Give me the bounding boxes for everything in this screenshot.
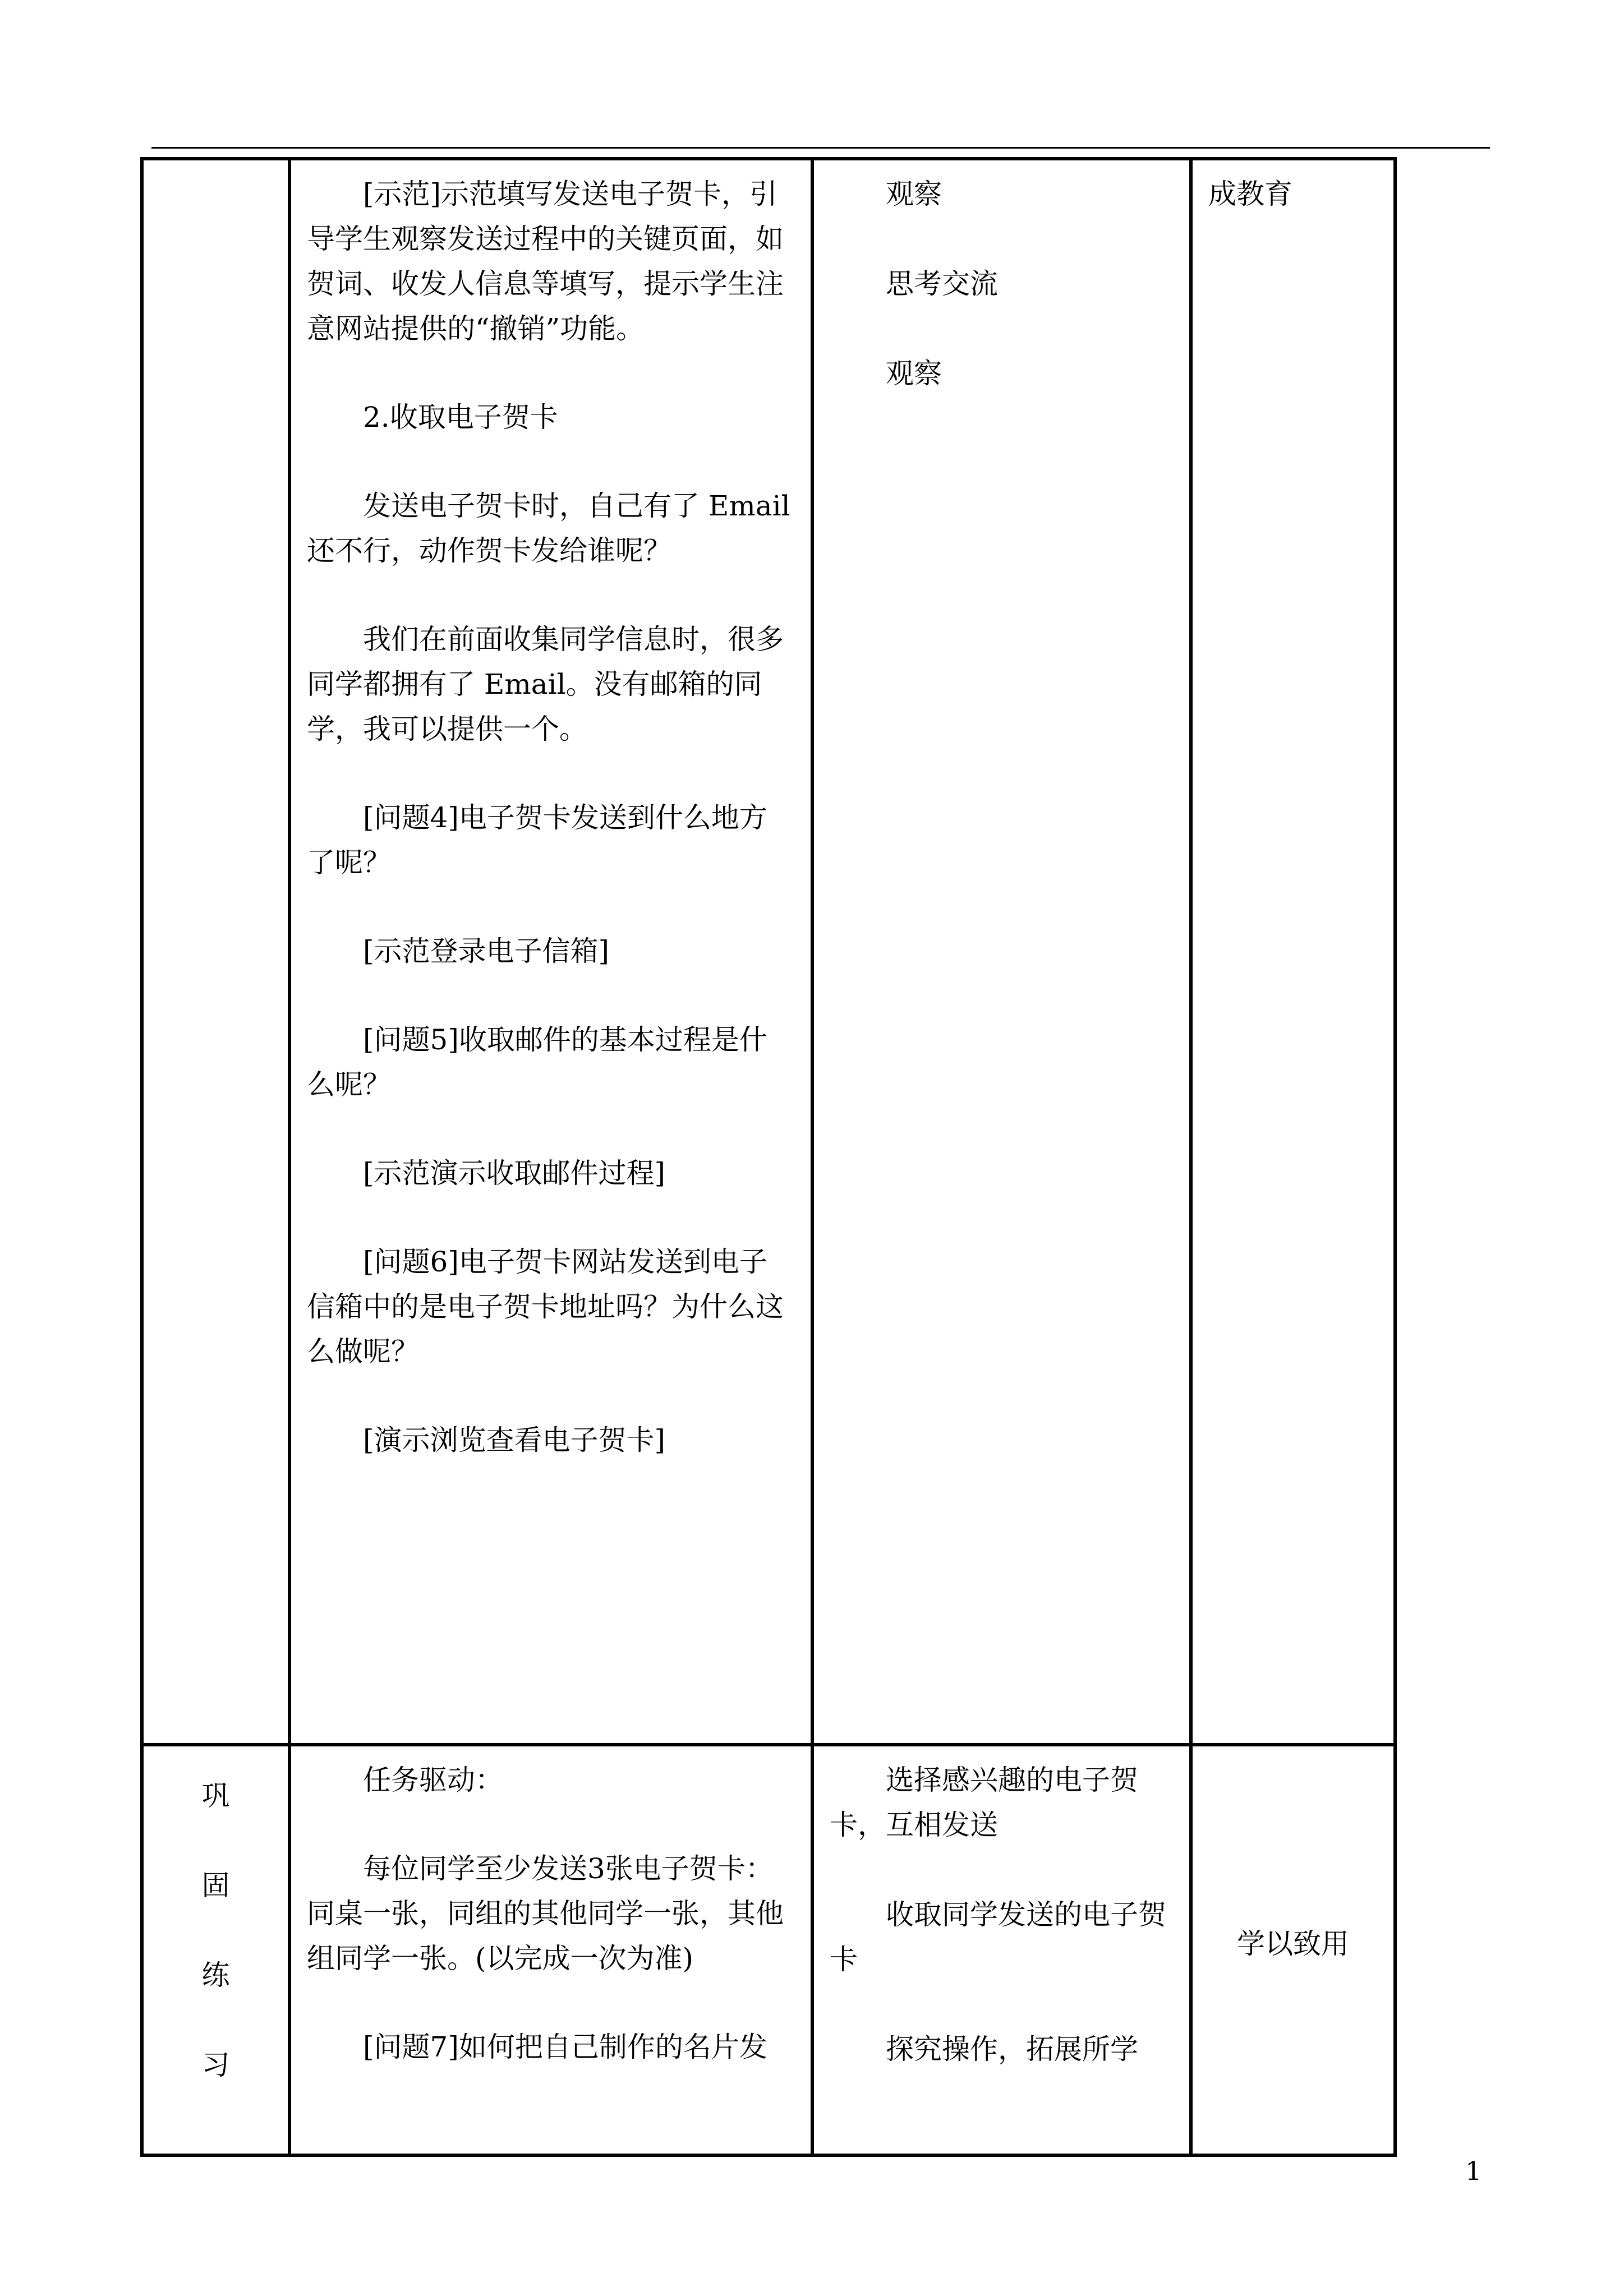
student-paragraph: 观察	[886, 357, 942, 390]
teacher-paragraph: 我们在前面收集同学信息时，很多同学都拥有了 Email。没有邮箱的同学，我可以提供一个。	[307, 623, 784, 745]
stage-cell	[142, 1745, 289, 2155]
header-rule	[151, 147, 1490, 149]
teacher-paragraph: [示范演示收取邮件过程]	[363, 1157, 666, 1190]
teacher-paragraph: [示范登录电子信箱]	[363, 935, 610, 967]
student-paragraph: 收取同学发送的电子贺卡	[830, 1898, 1166, 1976]
teacher-paragraph: 发送电子贺卡时，自己有了 Email 还不行，动作贺卡发给谁呢？	[307, 490, 790, 567]
stage-char: 练	[201, 1959, 230, 1991]
teacher-paragraph: 任务驱动：	[363, 1764, 503, 1796]
student-activity-cell	[812, 159, 1191, 1745]
lesson-plan-table	[140, 157, 1397, 2157]
design-intent-cell	[1191, 159, 1395, 1745]
teacher-paragraph: [问题5]收取邮件的基本过程是什么呢？	[307, 1023, 767, 1101]
stage-char: 巩	[201, 1779, 230, 1812]
table-row	[142, 1745, 1395, 2155]
teacher-paragraph: [示范]示范填写发送电子贺卡，引导学生观察发送过程中的关键页面，如贺词、收发人信息等填写，提示学生注意网站提供的“撤销”功能。	[307, 178, 784, 345]
stage-cell	[142, 159, 289, 1745]
stage-char: 习	[201, 2049, 230, 2081]
table-row	[142, 159, 1395, 1745]
student-activity-cell	[812, 1745, 1191, 2155]
teacher-paragraph: 每位同学至少发送3张电子贺卡：同桌一张，同组的其他同学一张，其他组同学一张。(以完成一次为准)	[307, 1852, 784, 1975]
teacher-paragraph: [问题4]电子贺卡发送到什么地方了呢？	[307, 801, 767, 879]
design-intent-text: 学以致用	[1237, 1928, 1349, 1960]
student-paragraph: 观察	[886, 178, 942, 210]
student-paragraph: 选择感兴趣的电子贺卡，互相发送	[830, 1764, 1138, 1841]
stage-char: 固	[201, 1869, 230, 1902]
design-intent-cell	[1191, 1745, 1395, 2155]
student-paragraph: 探究操作，拓展所学	[886, 2033, 1138, 2066]
teacher-activity-cell	[289, 159, 812, 1745]
teacher-paragraph: 2.收取电子贺卡	[363, 401, 558, 434]
teacher-activity-cell	[289, 1745, 812, 2155]
teacher-paragraph: [问题6]电子贺卡网站发送到电子信箱中的是电子贺卡地址吗？为什么这么做呢？	[307, 1246, 784, 1368]
page-number: 1	[1465, 2156, 1482, 2186]
teacher-paragraph: [问题7]如何把自己制作的名片发	[363, 2031, 767, 2063]
teacher-paragraph: [演示浏览查看电子贺卡]	[363, 1424, 666, 1456]
design-intent-text: 成教育	[1208, 178, 1292, 210]
student-paragraph: 思考交流	[886, 268, 998, 300]
